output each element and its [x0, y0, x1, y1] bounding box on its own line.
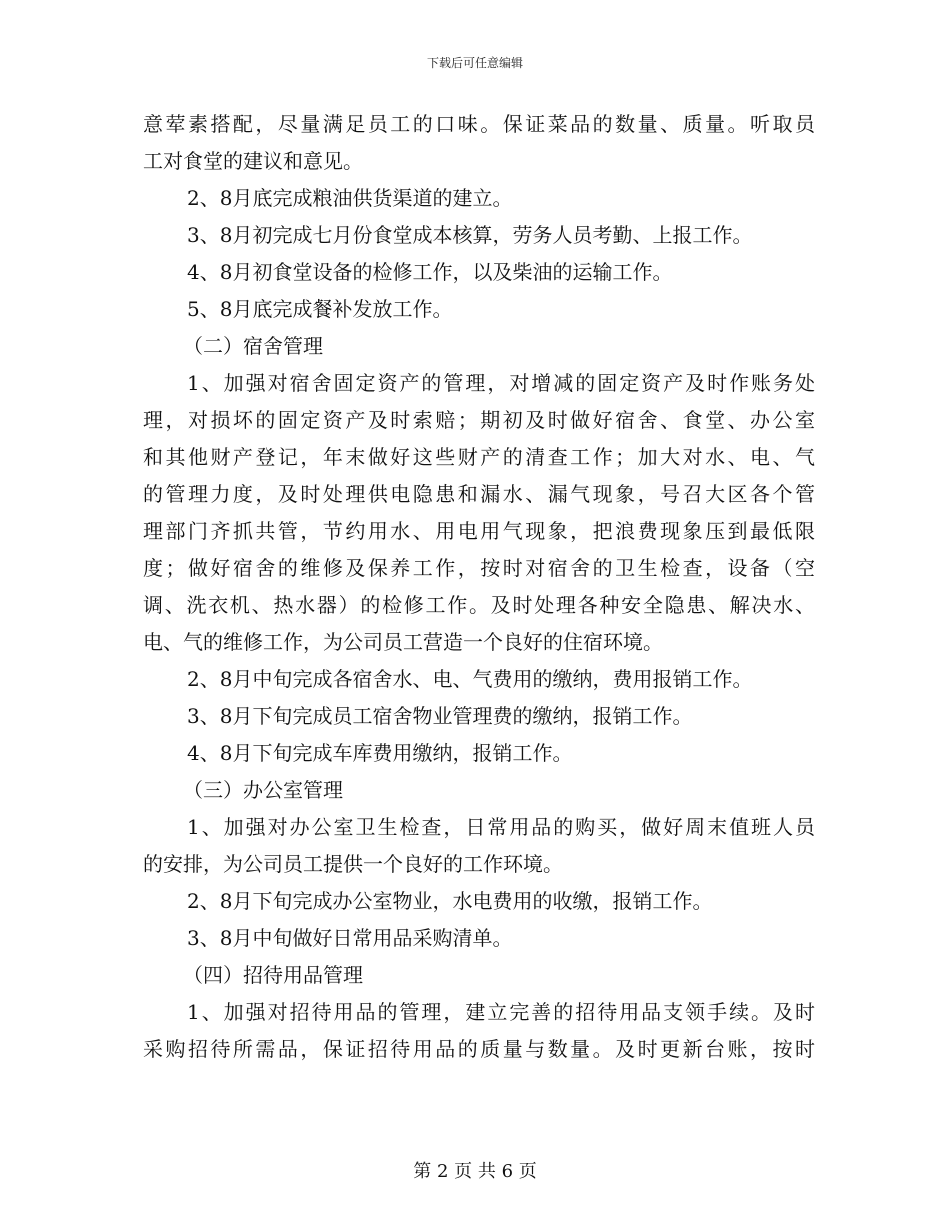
list-item: 1、加强对招待用品的管理，建立完善的招待用品支领手续。及时	[187, 1000, 815, 1024]
section-heading: （四）招待用品管理	[183, 963, 363, 987]
list-item: 2、8月底完成粮油供货渠道的建立。	[187, 186, 513, 210]
text-line: 理，对损坏的固定资产及时索赔；期初及时做好宿舍、食堂、办公室	[143, 408, 815, 432]
text-line: 电、气的维修工作，为公司员工营造一个良好的住宿环境。	[143, 630, 663, 654]
page-number: 第 2 页 共 6 页	[413, 1161, 537, 1182]
list-item: 3、8月初完成七月份食堂成本核算，劳务人员考勤、上报工作。	[187, 223, 753, 247]
list-item: 3、8月中旬做好日常用品采购清单。	[187, 926, 513, 950]
text-line: 理部门齐抓共管，节约用水、用电用气现象，把浪费现象压到最低限	[143, 519, 815, 543]
text-line: 采购招待所需品，保证招待用品的质量与数量。及时更新台账，按时	[143, 1037, 815, 1061]
section-heading: （二）宿舍管理	[183, 334, 323, 358]
section-heading: （三）办公室管理	[183, 778, 343, 802]
list-item: 1、加强对办公室卫生检查，日常用品的购买，做好周末值班人员	[187, 815, 815, 839]
page-header-note: 下载后可任意编辑	[426, 56, 523, 70]
list-item: 1、加强对宿舍固定资产的管理，对增减的固定资产及时作账务处	[187, 371, 815, 395]
list-item: 2、8月中旬完成各宿舍水、电、气费用的缴纳，费用报销工作。	[187, 667, 753, 691]
text-line: 意荤素搭配，尽量满足员工的口味。保证菜品的数量、质量。听取员	[143, 112, 815, 136]
text-line: 工对食堂的建议和意见。	[143, 149, 363, 173]
list-item: 3、8月下旬完成员工宿舍物业管理费的缴纳，报销工作。	[187, 704, 693, 728]
document-body	[143, 106, 815, 1068]
list-item: 4、8月初食堂设备的检修工作，以及柴油的运输工作。	[187, 260, 673, 284]
list-item: 4、8月下旬完成车库费用缴纳，报销工作。	[187, 741, 573, 765]
text-line: 度；做好宿舍的维修及保养工作，按时对宿舍的卫生检查，设备（空	[143, 556, 815, 580]
text-line: 调、洗衣机、热水器）的检修工作。及时处理各种安全隐患、解决水、	[143, 593, 815, 617]
list-item: 2、8月下旬完成办公室物业，水电费用的收缴，报销工作。	[187, 889, 713, 913]
text-line: 的管理力度，及时处理供电隐患和漏水、漏气现象，号召大区各个管	[143, 482, 815, 506]
text-line: 的安排，为公司员工提供一个良好的工作环境。	[143, 852, 563, 876]
list-item: 5、8月底完成餐补发放工作。	[187, 297, 453, 321]
text-line: 和其他财产登记，年末做好这些财产的清查工作；加大对水、电、气	[143, 445, 815, 469]
